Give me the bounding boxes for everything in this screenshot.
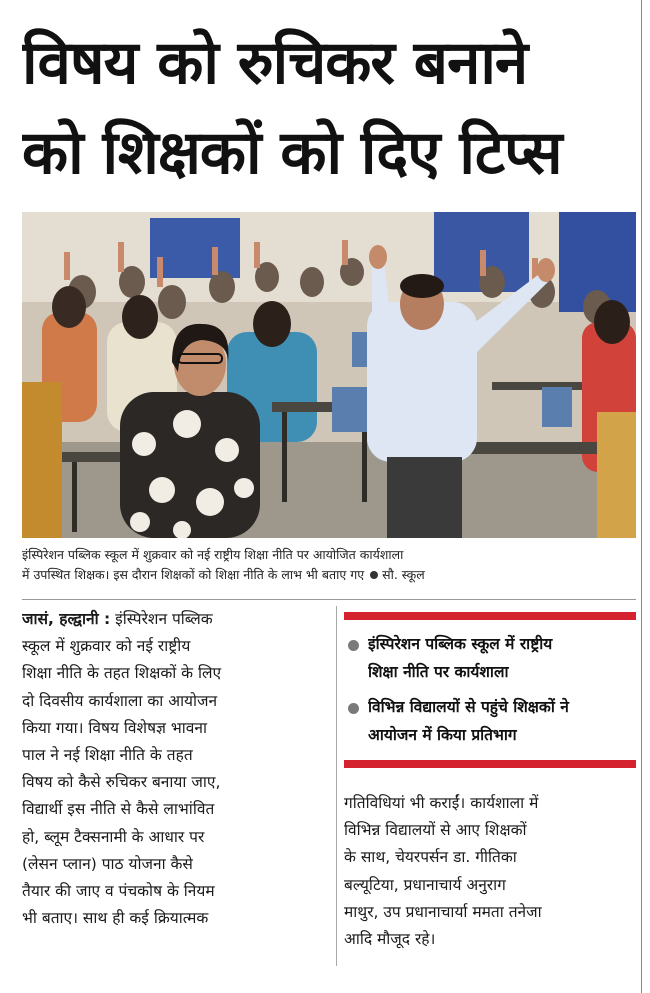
highlights-top-bar (344, 612, 636, 620)
article-line: स्कूल में शुक्रवार को नई राष्ट्रीय (22, 637, 191, 656)
highlight-line: आयोजन में किया प्रतिभाग (368, 726, 517, 744)
highlight-item (344, 630, 636, 686)
headline-line-1: विषय को रुचिकर बनाने (22, 28, 528, 98)
highlight-item (344, 693, 636, 749)
article-line: माथुर, उप प्रधानाचार्या ममता तनेजा (344, 902, 542, 921)
caption-text: में उपस्थित शिक्षक। इस दौरान शिक्षकों को शिक्षा नीति के लाभ भी बताए गए (22, 567, 365, 582)
photo-caption (22, 545, 636, 585)
article-line: इंस्पिरेशन पब्लिक (115, 610, 213, 628)
article-first-line (22, 606, 330, 633)
article-line: पाल ने नई शिक्षा नीति के तहत (22, 746, 193, 765)
article-line: विषय को कैसे रुचिकर बनाया जाए, (22, 773, 221, 792)
highlights-bottom-bar (344, 760, 636, 768)
article-line: गतिविधियां भी कराईं। कार्यशाला में (344, 794, 539, 812)
page-edge-rule (641, 0, 642, 993)
article-line: विभिन्न विद्यालयों से आए शिक्षकों (344, 821, 527, 840)
article-line: दो दिवसीय कार्यशाला का आयोजन (22, 691, 218, 710)
article-line: (लेसन प्लान) पाठ योजना कैसे (22, 854, 193, 873)
article-line: बल्यूटिया, प्रधानाचार्य अनुराग (344, 875, 506, 894)
highlight-line: इंस्पिरेशन पब्लिक स्कूल में राष्ट्रीय (368, 635, 553, 653)
article-line: हो, ब्लूम टैक्सनामी के आधार पर (22, 827, 205, 846)
article-line: तैयार की जाए व पंचकोष के नियम (22, 882, 215, 901)
highlight-line: शिक्षा नीति पर कार्यशाला (368, 663, 509, 681)
classroom-photo (22, 212, 636, 538)
highlight-line: विभिन्न विद्यालयों से पहुंचे शिक्षकों ने (368, 698, 569, 716)
article-line: शिक्षा नीति के तहत शिक्षकों के लिए (22, 664, 222, 683)
caption-line-2 (22, 565, 636, 585)
highlights-box (344, 612, 636, 768)
column-rule (336, 606, 337, 966)
dateline: जासं, हल्द्वानी : (22, 610, 111, 628)
article-line: किया गया। विषय विशेषज्ञ भावना (22, 718, 208, 737)
article-line: भी बताए। साथ ही कई क्रियात्मक (22, 909, 209, 928)
caption-line-1: इंस्पिरेशन पब्लिक स्कूल में शुक्रवार को नई राष्ट्रीय शिक्षा नीति पर आयोजित कार्यशाला (22, 547, 404, 562)
article-line: के साथ, चेयरपर्सन डा. गीतिका (344, 848, 517, 867)
article-line: आदि मौजूद रहे। (344, 930, 436, 949)
caption-divider (22, 599, 636, 600)
headline-line-2: को शिक्षकों को दिए टिप्स (22, 118, 562, 188)
credit-dot-icon (370, 571, 378, 579)
article-left-column (22, 606, 330, 932)
article-line: विद्यार्थी इस नीति से कैसे लाभांवित (22, 800, 215, 819)
bullet-dot-icon (348, 703, 359, 714)
article-right-column (344, 790, 638, 953)
photo-credit: सौ. स्कूल (382, 567, 425, 582)
bullet-dot-icon (348, 640, 359, 651)
